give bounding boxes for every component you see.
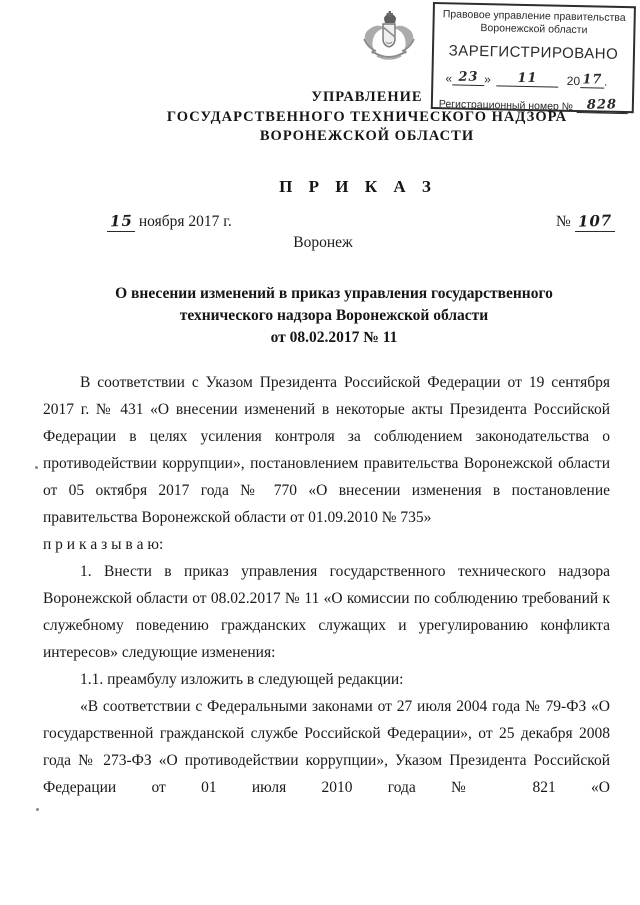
stamp-close-quote: »: [483, 72, 491, 87]
document-body: [43, 369, 610, 801]
order-number-label: №: [556, 213, 571, 230]
stamp-open-quote: «: [445, 71, 453, 86]
document-title: [36, 283, 632, 349]
scan-speck: [36, 808, 39, 811]
letterhead: [97, 88, 637, 147]
document-title-line3: от 08.02.2017 № 11: [270, 329, 398, 346]
paragraph-new-preamble: «В соответствии с Федеральными законами от 27 июля 2004 года № 79-ФЗ «О государственной гражданской службе Российской Федерации», от 25 декабря 2008 года № 273-ФЗ «О противодействии коррупции», Указом Президента Российской Федерации от 01 июля 2010 года № 821 «О: [43, 698, 610, 796]
city-name: Воронеж: [293, 234, 353, 251]
paragraph-item-1-1: 1.1. преамбулу изложить в следующей редакции:: [80, 671, 404, 688]
order-word: П Р И К А З: [279, 177, 437, 196]
order-date-day-handwritten: 15: [109, 211, 133, 231]
order-date-rest: ноября 2017 г.: [138, 213, 232, 230]
stamp-org-line2: Воронежской области: [480, 22, 588, 37]
stamp-reg-number-handwritten: 828: [587, 97, 618, 113]
stamp-year-prefix: 20: [566, 73, 581, 89]
stamp-period: .: [603, 74, 608, 89]
paragraph-prikazyvayu: п р и к а з ы в а ю:: [43, 536, 164, 553]
order-number-handwritten: 107: [577, 211, 613, 231]
paragraph-preamble: В соответствии с Указом Президента Российской Федерации от 19 сентября 2017 г. № 431 «О внесении изменений в некоторые акты Президента Российской Федерации в целях усиления контроля за соблюдением законодательства о противодействии коррупции», постановлением правительства Воронежской области от 05 октября 2017 года № 770 «О внесении изменения в постановление правительства Воронежской области от 01.09.2010 № 735»: [43, 374, 610, 526]
order-date: [107, 212, 232, 232]
letterhead-line1: УПРАВЛЕНИЕ: [311, 89, 423, 105]
scan-speck: [35, 466, 38, 469]
document-title-line1: О внесении изменений в приказ управления государственного: [115, 285, 553, 302]
stamp-month-handwritten: 11: [517, 70, 538, 87]
letterhead-line2: ГОСУДАРСТВЕННОГО ТЕХНИЧЕСКОГО НАДЗОРА: [166, 108, 568, 125]
paragraph-item-1: 1. Внести в приказ управления государственного технического надзора Воронежской области от 08.02.2017 № 11 «О комиссии по соблюдению требований к служебному поведению гражданских служащих и урегулированию конфликта интересов» следующие изменения:: [43, 563, 610, 661]
stamp-registered-label: ЗАРЕГИСТРИРОВАНО: [448, 42, 619, 63]
document-title-line2: технического надзора Воронежской области: [179, 307, 489, 324]
stamp-org-line1: Правовое управление правительства: [442, 8, 626, 25]
stamp-date-row: [445, 69, 624, 89]
coat-of-arms-icon: [360, 9, 418, 63]
stamp-reg-number-label: Регистрационный номер №: [438, 98, 574, 113]
stamp-day-handwritten: 23: [457, 69, 479, 85]
stamp-year-handwritten: 17: [581, 72, 603, 88]
order-number: [556, 212, 615, 232]
letterhead-line3: ВОРОНЕЖСКОЙ ОБЛАСТИ: [259, 128, 475, 144]
